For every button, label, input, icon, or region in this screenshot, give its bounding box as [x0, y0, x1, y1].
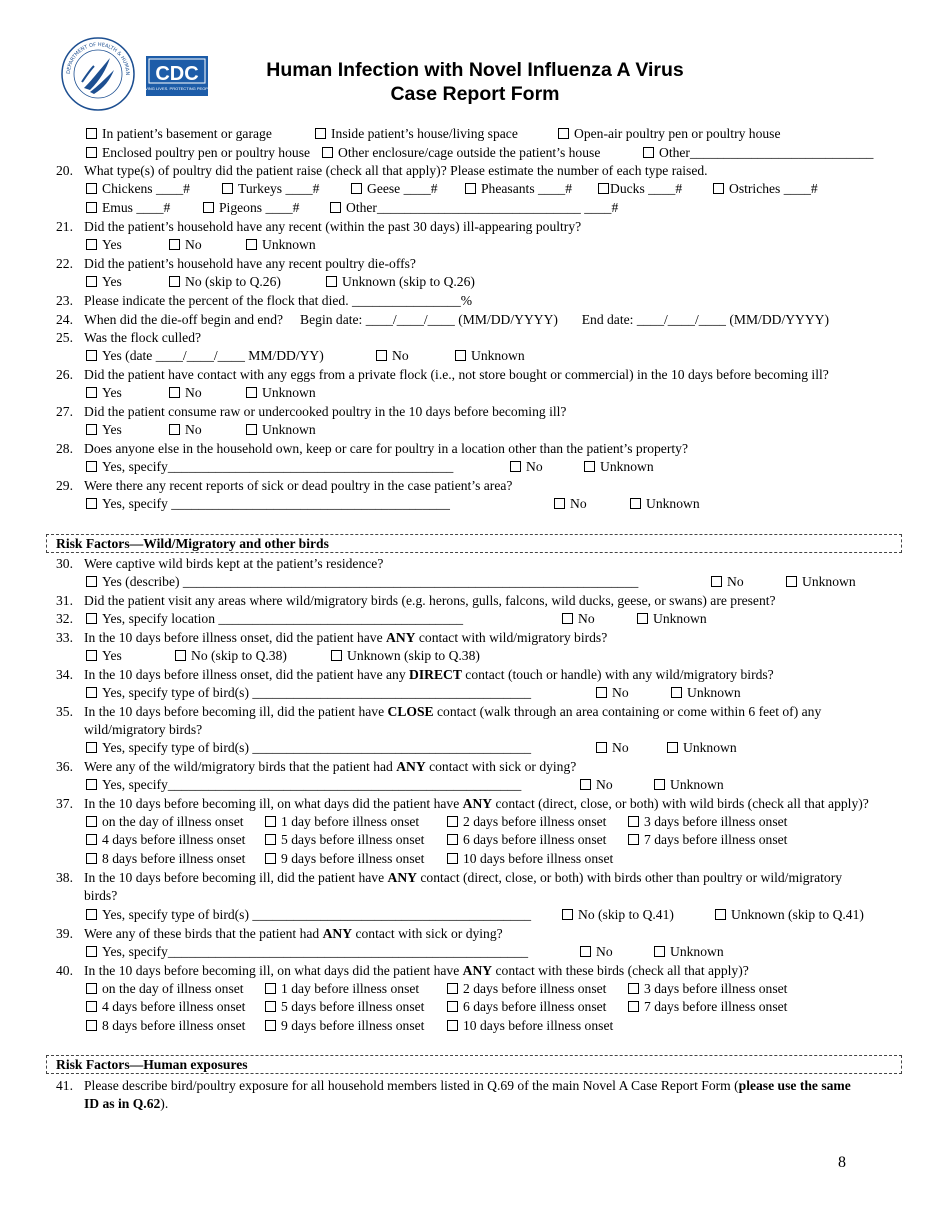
q30-number: 30. — [56, 556, 73, 571]
q37-text: In the 10 days before becoming ill, on what days did the patient have ANY contact (direct, close, or both) with wild birds (check all that apply)? — [84, 796, 869, 811]
q22-number: 22. — [56, 256, 73, 271]
checkbox[interactable] — [86, 853, 97, 864]
q22-text: Did the patient’s household have any recent poultry die-offs? — [84, 256, 416, 271]
checkbox[interactable] — [86, 983, 97, 994]
q33-option-yes[interactable]: Yes — [86, 648, 122, 664]
q23-number: 23. — [56, 293, 73, 308]
checkbox[interactable] — [351, 183, 362, 194]
q37-day-4[interactable]: 4 days before illness onset — [86, 832, 245, 848]
option-other-location[interactable]: Other___________________________ — [643, 145, 873, 161]
checkbox[interactable] — [715, 909, 726, 920]
q40-day-4[interactable]: 4 days before illness onset — [86, 999, 245, 1015]
q33-text: In the 10 days before illness onset, did the patient have ANY contact with wild/migratory birds? — [84, 630, 608, 645]
q37-day-3[interactable]: 3 days before illness onset — [628, 814, 787, 830]
q22-option-yes[interactable]: Yes — [86, 274, 122, 290]
q29-option-yes[interactable]: Yes, specify _________________________________________ — [86, 496, 450, 512]
q22-option-no[interactable]: No (skip to Q.26) — [169, 274, 281, 290]
q25-option-no[interactable]: No — [376, 348, 409, 364]
form-title — [225, 58, 725, 106]
q31-number: 31. — [56, 593, 73, 608]
option-ostriches[interactable]: Ostriches ____# — [713, 181, 818, 197]
checkbox[interactable] — [86, 909, 97, 920]
q38-text: In the 10 days before becoming ill, did the patient have ANY contact (direct, close, or both) with birds other than poultry or wild/migratory — [84, 870, 843, 885]
checkbox[interactable] — [654, 779, 665, 790]
checkbox[interactable] — [562, 613, 573, 624]
checkbox[interactable] — [628, 816, 639, 827]
q33-number: 33. — [56, 630, 73, 645]
q35-number: 35. — [56, 704, 73, 719]
checkbox[interactable] — [246, 424, 257, 435]
q23-text[interactable]: Please indicate the percent of the flock that died. ________________% — [84, 293, 473, 308]
q32-option-yes[interactable]: Yes, specify location ____________________________________ — [86, 611, 463, 627]
q38-number: 38. — [56, 870, 73, 885]
q26-number: 26. — [56, 367, 73, 382]
checkbox[interactable] — [667, 742, 678, 753]
checkbox[interactable] — [86, 1001, 97, 1012]
checkbox[interactable] — [713, 183, 724, 194]
q30-option-no[interactable]: No — [711, 574, 744, 590]
q34-option-yes[interactable]: Yes, specify type of bird(s) _________________________________________ — [86, 685, 531, 701]
checkbox[interactable] — [86, 387, 97, 398]
checkbox[interactable] — [786, 576, 797, 587]
q25-option-yes[interactable]: Yes (date ____/____/____ MM/DD/YY) — [86, 348, 324, 364]
q35-text-cont: wild/migratory birds? — [84, 722, 203, 737]
option-basement-garage[interactable]: In patient’s basement or garage — [86, 126, 272, 142]
q40-day-9[interactable]: 9 days before illness onset — [265, 1018, 424, 1034]
checkbox[interactable] — [598, 183, 609, 194]
q26-option-no[interactable]: No — [169, 385, 202, 401]
checkbox[interactable] — [86, 276, 97, 287]
q33-option-no[interactable]: No (skip to Q.38) — [175, 648, 287, 664]
q37-day-1[interactable]: 1 day before illness onset — [265, 814, 419, 830]
q39-option-no[interactable]: No — [580, 944, 613, 960]
q27-number: 27. — [56, 404, 73, 419]
q37-day-0[interactable]: on the day of illness onset — [86, 814, 244, 830]
checkbox[interactable] — [580, 779, 591, 790]
option-pheasants[interactable]: Pheasants ____# — [465, 181, 572, 197]
q38-text-cont: birds? — [84, 888, 118, 903]
checkbox[interactable] — [596, 687, 607, 698]
q24-text[interactable]: When did the die-off begin and end? Begin date: ____/____/____ (MM/DD/YYYY) End date: ____/____/____ (MM/DD/YYYY) — [84, 312, 830, 327]
checkbox[interactable] — [86, 650, 97, 661]
q37-day-5[interactable]: 5 days before illness onset — [265, 832, 424, 848]
checkbox[interactable] — [86, 147, 97, 158]
q37-day-8[interactable]: 8 days before illness onset — [86, 851, 245, 867]
q39-number: 39. — [56, 926, 73, 941]
q38-option-no[interactable]: No (skip to Q.41) — [562, 907, 674, 923]
checkbox[interactable] — [671, 687, 682, 698]
q25-option-unknown[interactable]: Unknown — [455, 348, 525, 364]
section-header-wild-birds: Risk Factors—Wild/Migratory and other birds — [46, 534, 902, 553]
checkbox[interactable] — [326, 276, 337, 287]
checkbox[interactable] — [265, 834, 276, 845]
option-other-poultry[interactable]: Other______________________________ ____# — [330, 200, 618, 216]
option-geese[interactable]: Geese ____# — [351, 181, 438, 197]
q29-option-no[interactable]: No — [554, 496, 587, 512]
q25-text: Was the flock culled? — [84, 330, 202, 345]
option-other-enclosure[interactable]: Other enclosure/cage outside the patient’s house — [322, 145, 600, 161]
checkbox[interactable] — [558, 128, 569, 139]
checkbox[interactable] — [86, 779, 97, 790]
checkbox[interactable] — [86, 424, 97, 435]
checkbox[interactable] — [330, 202, 341, 213]
checkbox[interactable] — [86, 1020, 97, 1031]
checkbox[interactable] — [222, 183, 233, 194]
q36-text: Were any of the wild/migratory birds that the patient had ANY contact with sick or dying? — [84, 759, 577, 774]
q29-number: 29. — [56, 478, 73, 493]
q34-option-no[interactable]: No — [596, 685, 629, 701]
cdc-logo — [140, 56, 214, 96]
checkbox[interactable] — [86, 498, 97, 509]
q34-text: In the 10 days before illness onset, did the patient have any DIRECT contact (touch or handle) with any wild/migratory birds? — [84, 667, 774, 682]
logo-area — [60, 36, 214, 112]
checkbox[interactable] — [86, 202, 97, 213]
q40-day-6[interactable]: 6 days before illness onset — [447, 999, 606, 1015]
checkbox[interactable] — [246, 239, 257, 250]
q24-number: 24. — [56, 312, 73, 327]
q32-number: 32. — [56, 611, 73, 626]
q27-option-yes[interactable]: Yes — [86, 422, 122, 438]
q32-option-no[interactable]: No — [562, 611, 595, 627]
q25-number: 25. — [56, 330, 73, 345]
checkbox[interactable] — [203, 202, 214, 213]
q21-text: Did the patient’s household have any recent (within the past 30 days) ill-appearing poultry? — [84, 219, 582, 234]
checkbox[interactable] — [654, 946, 665, 957]
q30-text: Were captive wild birds kept at the patient’s residence? — [84, 556, 384, 571]
q20-text: What type(s) of poultry did the patient raise (check all that apply)? Please estimate the number of each type raised. — [84, 163, 708, 178]
checkbox[interactable] — [510, 461, 521, 472]
q29-text: Were there any recent reports of sick or dead poultry in the case patient’s area? — [84, 478, 513, 493]
q37-day-2[interactable]: 2 days before illness onset — [447, 814, 606, 830]
q29-option-unknown[interactable]: Unknown — [630, 496, 700, 512]
checkbox[interactable] — [447, 1001, 458, 1012]
checkbox[interactable] — [86, 128, 97, 139]
svg-text:CDC: CDC — [155, 63, 199, 85]
q34-number: 34. — [56, 667, 73, 682]
q37-day-10[interactable]: 10 days before illness onset — [447, 851, 613, 867]
checkbox[interactable] — [86, 816, 97, 827]
option-inside-house[interactable]: Inside patient’s house/living space — [315, 126, 518, 142]
page-number: 8 — [838, 1154, 846, 1171]
checkbox[interactable] — [86, 239, 97, 250]
option-open-air-pen[interactable]: Open-air poultry pen or poultry house — [558, 126, 781, 142]
q40-text: In the 10 days before becoming ill, on what days did the patient have ANY contact with these birds (check all that apply)? — [84, 963, 749, 978]
checkbox[interactable] — [331, 650, 342, 661]
q41-text: Please describe bird/poultry exposure for all household members listed in Q.69 of the main Novel A Case Report Form (please use the same — [84, 1078, 851, 1093]
checkbox[interactable] — [86, 461, 97, 472]
q26-option-yes[interactable]: Yes — [86, 385, 122, 401]
q28-number: 28. — [56, 441, 73, 456]
section-header-human-exposures: Risk Factors—Human exposures — [46, 1055, 902, 1074]
q32-option-unknown[interactable]: Unknown — [637, 611, 707, 627]
q36-number: 36. — [56, 759, 73, 774]
option-chickens[interactable]: Chickens ____# — [86, 181, 190, 197]
checkbox[interactable] — [86, 742, 97, 753]
q40-day-5[interactable]: 5 days before illness onset — [265, 999, 424, 1015]
q27-option-unknown[interactable]: Unknown — [246, 422, 316, 438]
q36-option-unknown[interactable]: Unknown — [654, 777, 724, 793]
q36-option-yes[interactable]: Yes, specify____________________________________________________ — [86, 777, 521, 793]
q33-option-unknown[interactable]: Unknown (skip to Q.38) — [331, 648, 480, 664]
q39-option-yes[interactable]: Yes, specify_____________________________________________________ — [86, 944, 528, 960]
checkbox[interactable] — [580, 946, 591, 957]
checkbox[interactable] — [447, 816, 458, 827]
q28-text: Does anyone else in the household own, keep or care for poultry in a location other than the patient’s property? — [84, 441, 688, 456]
checkbox[interactable] — [86, 183, 97, 194]
checkbox[interactable] — [169, 387, 180, 398]
checkbox[interactable] — [322, 147, 333, 158]
q39-text: Were any of these birds that the patient had ANY contact with sick or dying? — [84, 926, 503, 941]
q26-text: Did the patient have contact with any eggs from a private flock (i.e., not store bought or commercial) in the 10 days before becoming ill? — [84, 367, 829, 382]
checkbox[interactable] — [86, 946, 97, 957]
q37-day-6[interactable]: 6 days before illness onset — [447, 832, 606, 848]
q40-day-2[interactable]: 2 days before illness onset — [447, 981, 606, 997]
checkbox[interactable] — [265, 983, 276, 994]
title-line-2: Case Report Form — [390, 83, 560, 105]
q40-day-10[interactable]: 10 days before illness onset — [447, 1018, 613, 1034]
q37-number: 37. — [56, 796, 73, 811]
option-pigeons[interactable]: Pigeons ____# — [203, 200, 299, 216]
checkbox[interactable] — [465, 183, 476, 194]
checkbox[interactable] — [455, 350, 466, 361]
q26-option-unknown[interactable]: Unknown — [246, 385, 316, 401]
q20-number: 20. — [56, 163, 73, 178]
checkbox[interactable] — [643, 147, 654, 158]
checkbox[interactable] — [447, 983, 458, 994]
svg-text:SAVING LIVES. PROTECTING PEOPL: SAVING LIVES. PROTECTING PEOPLE. — [140, 86, 214, 91]
checkbox[interactable] — [562, 909, 573, 920]
checkbox[interactable] — [86, 613, 97, 624]
q38-option-yes[interactable]: Yes, specify type of bird(s) _________________________________________ — [86, 907, 531, 923]
q30-option-yes[interactable]: Yes (describe) ___________________________________________________________________ — [86, 574, 638, 590]
q40-day-0[interactable]: on the day of illness onset — [86, 981, 244, 997]
checkbox[interactable] — [376, 350, 387, 361]
q27-option-no[interactable]: No — [169, 422, 202, 438]
checkbox[interactable] — [175, 650, 186, 661]
checkbox[interactable] — [246, 387, 257, 398]
q28-option-unknown[interactable]: Unknown — [584, 459, 654, 475]
checkbox[interactable] — [628, 1001, 639, 1012]
checkbox[interactable] — [265, 1020, 276, 1031]
q41-number: 41. — [56, 1078, 73, 1093]
checkbox[interactable] — [86, 576, 97, 587]
q35-text: In the 10 days before becoming ill, did the patient have CLOSE contact (walk through an area containing or come within 6 feet of) any — [84, 704, 822, 719]
checkbox[interactable] — [628, 983, 639, 994]
checkbox[interactable] — [169, 424, 180, 435]
q34-option-unknown[interactable]: Unknown — [671, 685, 741, 701]
title-line-1: Human Infection with Novel Influenza A Virus — [266, 59, 684, 81]
checkbox[interactable] — [315, 128, 326, 139]
checkbox[interactable] — [169, 239, 180, 250]
q22-option-unknown[interactable]: Unknown (skip to Q.26) — [326, 274, 475, 290]
q38-option-unknown[interactable]: Unknown (skip to Q.41) — [715, 907, 864, 923]
q21-option-yes[interactable]: Yes — [86, 237, 122, 253]
option-enclosed-pen[interactable]: Enclosed poultry pen or poultry house — [86, 145, 310, 161]
checkbox[interactable] — [86, 350, 97, 361]
option-emus[interactable]: Emus ____# — [86, 200, 170, 216]
checkbox[interactable] — [169, 276, 180, 287]
q21-number: 21. — [56, 219, 73, 234]
checkbox[interactable] — [596, 742, 607, 753]
checkbox[interactable] — [265, 853, 276, 864]
checkbox[interactable] — [584, 461, 595, 472]
checkbox[interactable] — [711, 576, 722, 587]
q35-option-unknown[interactable]: Unknown — [667, 740, 737, 756]
q21-option-no[interactable]: No — [169, 237, 202, 253]
q35-option-no[interactable]: No — [596, 740, 629, 756]
q37-day-9[interactable]: 9 days before illness onset — [265, 851, 424, 867]
checkbox[interactable] — [554, 498, 565, 509]
q40-number: 40. — [56, 963, 73, 978]
option-ducks[interactable]: Ducks ____# — [598, 181, 682, 197]
q37-day-7[interactable]: 7 days before illness onset — [628, 832, 787, 848]
checkbox[interactable] — [637, 613, 648, 624]
svg-text:DEPARTMENT OF HEALTH & HUMAN S: DEPARTMENT OF HEALTH & HUMAN — [65, 41, 131, 76]
q30-option-unknown[interactable]: Unknown — [786, 574, 856, 590]
q28-option-yes[interactable]: Yes, specify__________________________________________ — [86, 459, 453, 475]
q40-day-3[interactable]: 3 days before illness onset — [628, 981, 787, 997]
q21-option-unknown[interactable]: Unknown — [246, 237, 316, 253]
q40-day-7[interactable]: 7 days before illness onset — [628, 999, 787, 1015]
checkbox[interactable] — [86, 687, 97, 698]
q27-text: Did the patient consume raw or undercooked poultry in the 10 days before becoming ill? — [84, 404, 567, 419]
q31-text: Did the patient visit any areas where wild/migratory birds (e.g. herons, gulls, falcons, wild ducks, geese, or swans) are present? — [84, 593, 776, 608]
checkbox[interactable] — [628, 834, 639, 845]
option-turkeys[interactable]: Turkeys ____# — [222, 181, 319, 197]
q36-option-no[interactable]: No — [580, 777, 613, 793]
q39-option-unknown[interactable]: Unknown — [654, 944, 724, 960]
checkbox[interactable] — [265, 816, 276, 827]
checkbox[interactable] — [447, 834, 458, 845]
q40-day-8[interactable]: 8 days before illness onset — [86, 1018, 245, 1034]
q28-option-no[interactable]: No — [510, 459, 543, 475]
q41-text-cont: ID as in Q.62). — [84, 1096, 169, 1111]
checkbox[interactable] — [630, 498, 641, 509]
checkbox[interactable] — [265, 1001, 276, 1012]
hhs-seal-logo — [60, 36, 136, 112]
q40-day-1[interactable]: 1 day before illness onset — [265, 981, 419, 997]
checkbox[interactable] — [447, 853, 458, 864]
checkbox[interactable] — [447, 1020, 458, 1031]
checkbox[interactable] — [86, 834, 97, 845]
q35-option-yes[interactable]: Yes, specify type of bird(s) _________________________________________ — [86, 740, 531, 756]
